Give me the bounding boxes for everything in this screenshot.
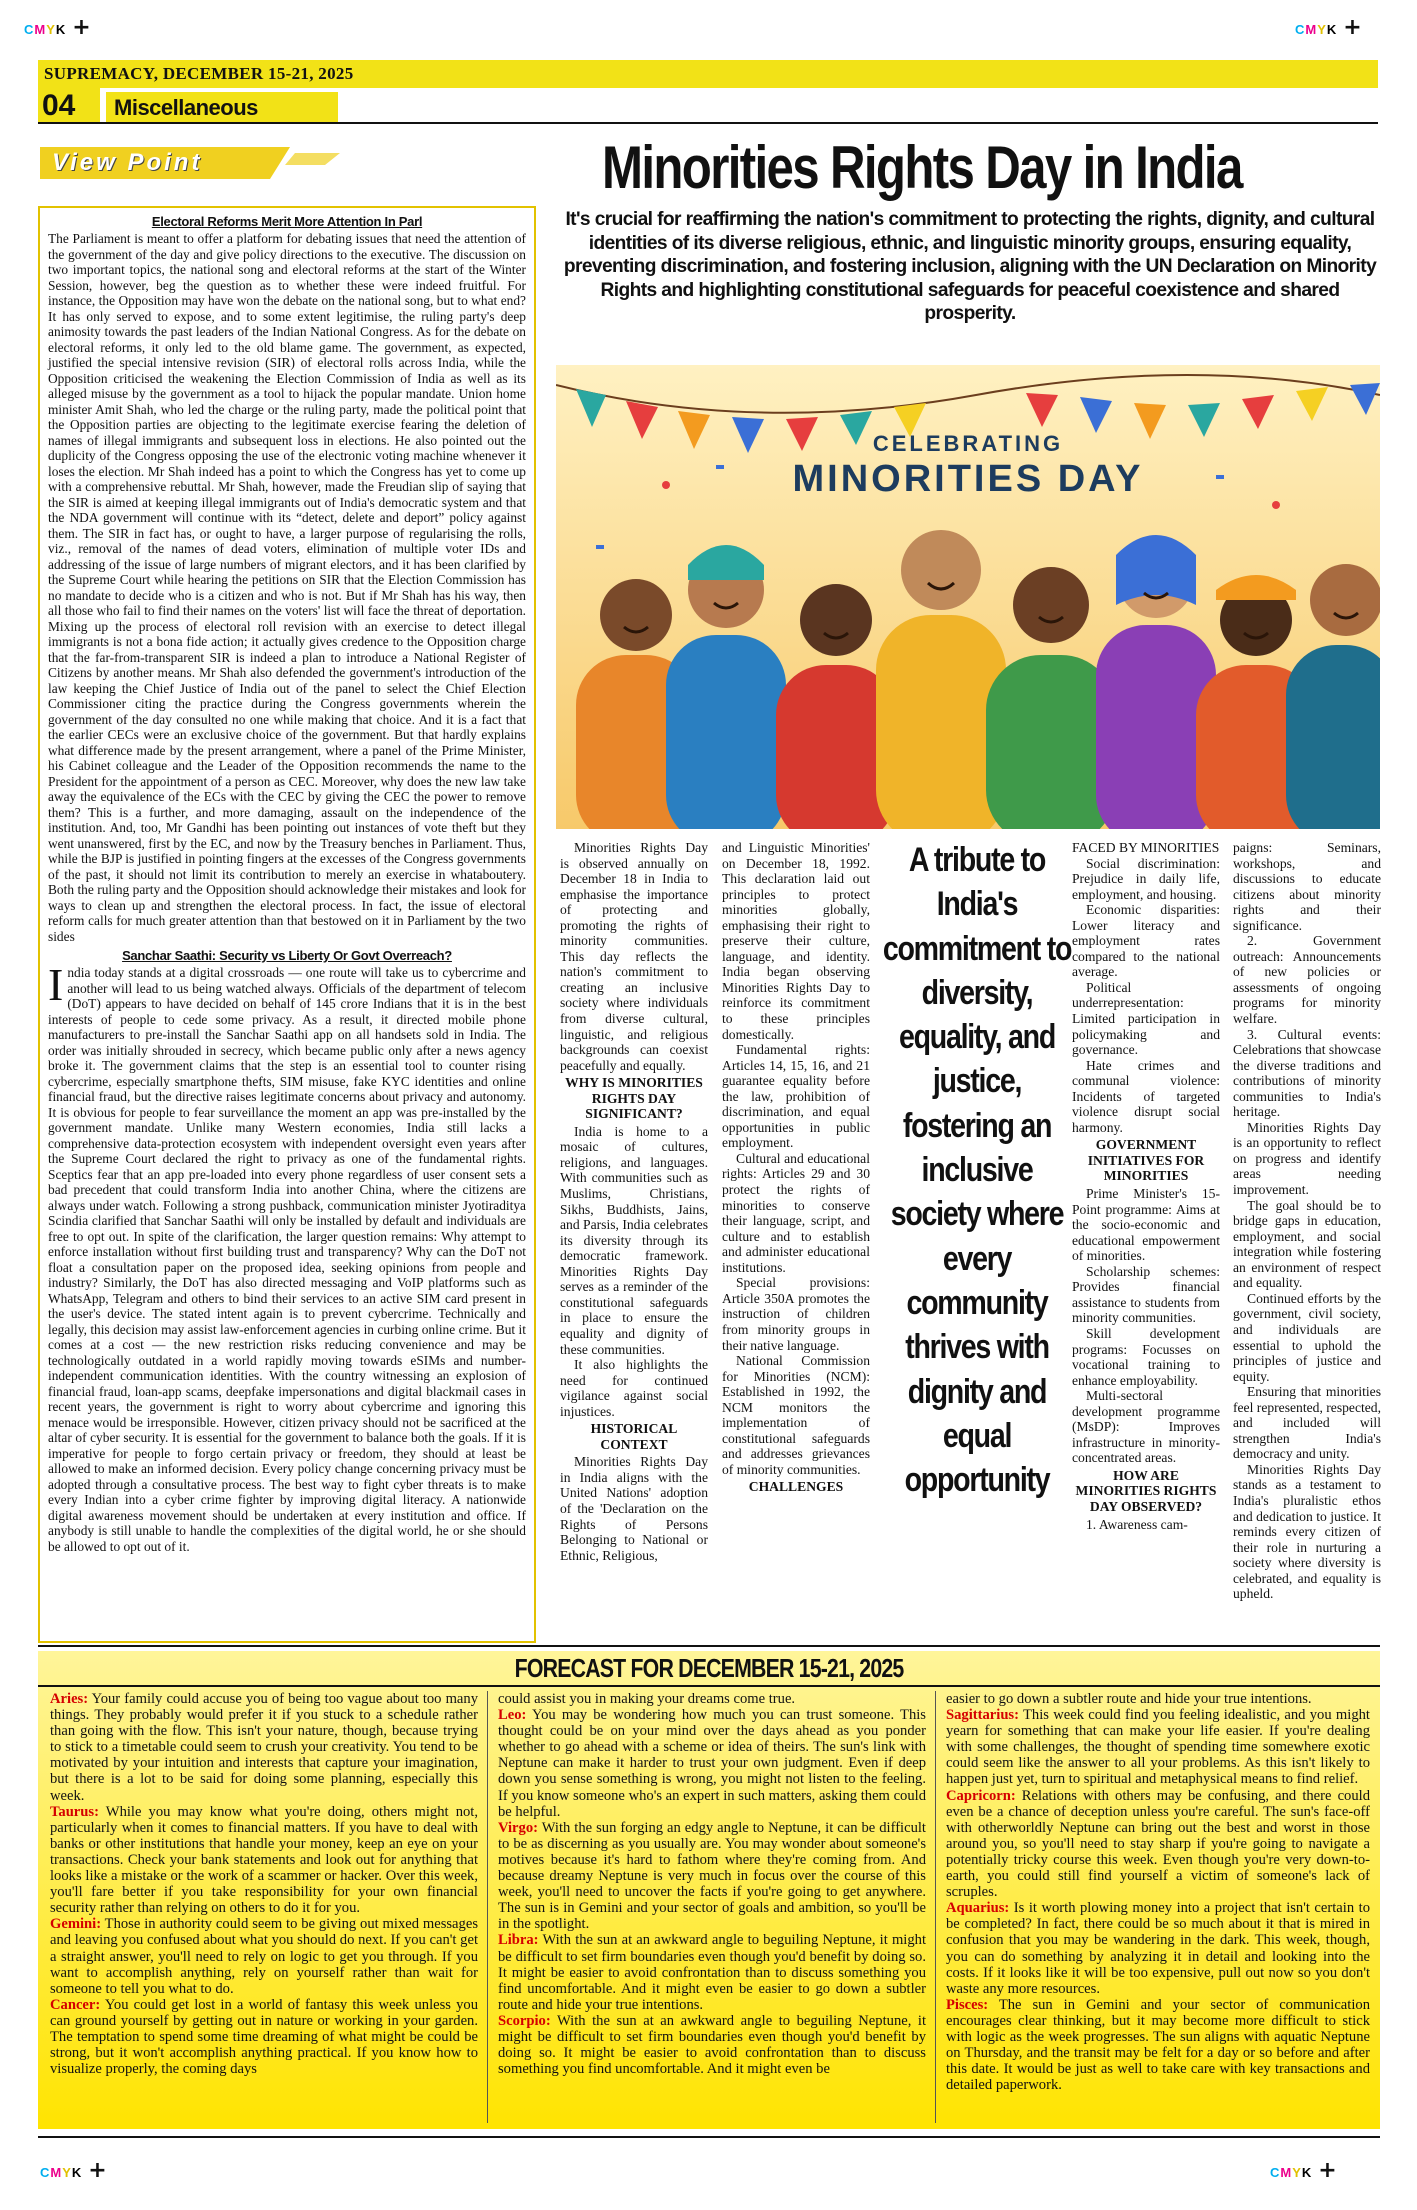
horoscope-text: Your family could accuse you of being too vague about too many things. They probably would prefer it if you stuck to a schedule rather than going with the flow. This isn't your nature, though, because trying to stick to a timetable could seem to crush your creativity. You tend to be motivated by your intuition and interests that capture your imagination, but there is a lot to be said for doing some planning, especially this week. bbox=[50, 1691, 478, 1804]
viewpoint-logo-text: View Point bbox=[52, 149, 203, 176]
horoscope-entry bbox=[498, 1932, 926, 2012]
zodiac-sign-label: Leo: bbox=[498, 1707, 527, 1724]
feature-paragraph: Minorities Rights Day is observed annually on December 18 in India to emphasise the importance of protecting and promoting the rights of minority communities. This day reflects the nation's commitment to creating an inclusive society where individuals from diverse cultural, linguistic, and religious backgrounds can coexist peacefully and equally. bbox=[560, 840, 708, 1073]
feature-deck: It's crucial for reaffirming the nation's commitment to protecting the rights, dignity, and cultural identities of its diverse religious, ethnic, and linguistic minority groups, ensuring equality, preventing discrimination, and fostering inclusion, aligning with the UN Declaration on Minority Rights and highlighting constitutional safeguards for peaceful coexistence and shared prosperity. bbox=[563, 209, 1377, 325]
horoscope-text: Is it worth plowing money into a project that isn't certain to be completed? In fact, there could be so much about it that is mired in confusion that you may be wandering in the dark. This week, though, you can do something by analyzing it in detail and looking into the costs. If it looks like it will be too expensive, pull out now so you don't waste any more resources. bbox=[946, 1900, 1370, 1997]
feature-paragraph: 1. Awareness cam- bbox=[1086, 1516, 1188, 1532]
date-band bbox=[38, 60, 1378, 88]
horoscope-entry bbox=[50, 1916, 478, 1996]
feature-paragraph: India is home to a mosaic of cultures, religions, and languages. With communities such as Muslims, Christians, Sikhs, Buddhists, Jains, and Parsis, India celebrates its diversity through its democratic framework. Minorities Rights Day serves as a reminder of the constitutional safeguards in place to ensure the equality and dignity of these communities. bbox=[560, 1123, 708, 1357]
section-bar bbox=[38, 88, 1378, 124]
feature-paragraph: Minorities Rights Day is an opportunity to reflect on progress and identify areas needing improvement. bbox=[1233, 1119, 1381, 1198]
horoscope-entry bbox=[946, 1997, 1370, 2094]
feature-column-4 bbox=[1233, 840, 1381, 1602]
feature-paragraph: Multi-sectoral development programme (MsDP): Improves infrastructure in minority-concentrated areas. bbox=[1072, 1388, 1220, 1466]
feature-deck-wrap bbox=[555, 208, 1385, 358]
horoscope-entry bbox=[498, 1691, 926, 1707]
feature-paragraph: Continued efforts by the government, civil society, and individuals are essential to uphold the principles of justice and equity. bbox=[1233, 1290, 1381, 1384]
zodiac-sign-label: Capricorn: bbox=[946, 1787, 1016, 1804]
section-name: Miscellaneous bbox=[114, 95, 258, 120]
feature-paragraph: 2. Government outreach: Announcements of new policies or assessments of ongoing programs for minority welfare. bbox=[1233, 933, 1381, 1027]
zodiac-sign-label: Aries: bbox=[50, 1691, 89, 1707]
cmyk-mark-top-left: CMYK + bbox=[24, 15, 92, 40]
feature-subhead: CHALLENGES bbox=[748, 1479, 844, 1495]
feature-paragraph: Hate crimes and communal violence: Incidents of targeted violence disrupt social harmony. bbox=[1072, 1057, 1220, 1135]
horoscope-entry bbox=[946, 1691, 1370, 1707]
feature-paragraph: and Linguistic Minorities' on December 18, 1992. This declaration laid out principles to protect minorities globally, emphasising their right to preserve their culture, language, and identity. India began observing Minorities Rights Day to reinforce its commitment to these principles domestically. bbox=[722, 840, 870, 1042]
pull-quote: A tribute to India's commitment to diversity, equality, and justice, fostering an inclusive society where every community thrives with dignity and equal opportunity bbox=[882, 841, 1072, 1500]
horoscope-text: The sun in Gemini and your sector of communication encourages clear thinking, but it may become more difficult to stick with logic as the week progresses. The sun aligns with aquatic Neptune on Thursday, and the transit may be felt for a day or so before and after this date. It would be just as well to take care with key transactions and detailed paperwork. bbox=[946, 1996, 1370, 2094]
horoscope-text: With the sun at an awkward angle to beguiling Neptune, it might be difficult to set firm boundaries even though you'd benefit by doing so. It might be easier to avoid confrontation than to discuss something you find uncomfortable. And it might even be bbox=[498, 2012, 926, 2078]
feature-subhead: WHY IS MINORITIES RIGHTS DAY SIGNIFICANT? bbox=[565, 1075, 703, 1122]
horoscope-entry bbox=[50, 1997, 478, 2077]
horoscope-text: This week could find you feeling idealistic, and you might yearn for something that can make your life easier. If you're dealing with some challenges, the thought of spending time somewhere exotic could seem like the answer to all your problems. As this isn't likely to happen just yet, turn to spiritual and metaphysical means to find relief. bbox=[946, 1707, 1370, 1788]
horoscope-entry bbox=[498, 2013, 926, 2077]
zodiac-sign-label: Libra: bbox=[498, 1932, 539, 1949]
image-caption bbox=[556, 431, 1380, 501]
horoscope-entry bbox=[498, 1820, 926, 1933]
zodiac-sign-label: Cancer: bbox=[50, 1996, 101, 2013]
viewpoint-article2-text: ndia today stands at a digital crossroads — one route will take us to cybercrime and another will lead to us being watched always. Officials of the department of telecom (DoT) appears to have decided on behalf of 145 crore Indians that it is in the best interests of people to cede some privacy. As a result, it directed mobile phone manufacturers to pre-install the Sanchar Saathi app on all handsets sold in India. The order was initially shrouded in secrecy, which became public only after a news agency broke it. The government claims that the step is an essential tool to counter rising cybercrime, especially smartphone thefts, SIM misuse, fake KYC identities and online financial fraud, but the directive raises legitimate concerns about privacy and autonomy. It is obvious for people to fear surveillance the moment an app was pre-installed by the government mandate. Unlike many Western economies, India still lacks a comprehensive data-protection ecosystem with independent oversight even years after the Supreme Court declared the right to privacy as one of the fundamental rights. Sceptics fear that an app pre-loaded into every phone regardless of user consent sets a bad precedent that could transform India into another China, where the citizens are always under watch. Following a strong pushback, communication minister Jyotiraditya Scindia clarified that Sanchar Saathi will only be installed by default and individuals are free to opt out. In spite of the clarification, the larger question remains: Why attempt to enforce installation without first building trust and transparency? Why can the DoT not float a consultation paper on the proposed idea, seeking opinions from people and industry? Similarly, the DoT has also directed messaging and VoIP platforms such as WhatsApp, Telegram and others to bind their services to an active SIM card present in the user's device. The stated intent again is to prevent cybercrime. Technically and legally, this decision may assist law-enforcement agencies in curbing online crime. But it comes at a cost — the new restriction risks reducing convenience and may be technologically outdated in a world rapidly moving towards eSIMs and number-independent communication identities. With the country witnessing an explosion of financial fraud, loan-app scams, deepfake impersonations and digital blackmail cases in recent years, the government is right to worry about cybercrime and ignoring this menace would be irresponsible. However, citizen privacy should not be sacrificed at the altar of cyber security. It is essential for the government to balance both the goals. If it is imperative for people to forgo certain privacy or freedom, they should at least be allowed to make an informed decision. Every policy change concerning privacy must be adopted through a consultative process. The best way to fight cyber threats is to make every Indian into a cyber crime fighter by improving digital literacy. A nationwide digital awareness movement should be undertaken at every institution and office. If anybody is still unable to handle the complexities of the digital world, he or she should be allowed to opt out of it. bbox=[48, 965, 526, 1554]
feature-paragraph: Political underrepresentation: Limited participation in policymaking and governance. bbox=[1072, 979, 1220, 1058]
feature-paragraph: Cultural and educational rights: Articles 29 and 30 protect the rights of minorities to conserve their language, script, and culture and to establish and administer educational institutions. bbox=[722, 1150, 870, 1275]
viewpoint-article2-title: Sanchar Saathi: Security vs Liberty Or Govt Overreach? bbox=[122, 948, 452, 963]
feature-paragraph: National Commission for Minorities (NCM): Established in 1992, the NCM monitors the implementation of constitutional safeguards and addresses grievances of minority communities. bbox=[722, 1353, 870, 1477]
date-line: SUPREMACY, DECEMBER 15-21, 2025 bbox=[44, 64, 354, 83]
horoscope-text: could assist you in making your dreams come true. bbox=[498, 1691, 796, 1707]
feature-paragraph: Ensuring that minorities feel represented, respected, and included will strengthen India's democracy and unity. bbox=[1233, 1384, 1381, 1462]
viewpoint-article2-body bbox=[48, 959, 526, 1554]
forecast-box bbox=[38, 1651, 1380, 2129]
feature-paragraph: Minorities Rights Day stands as a testament to India's pluralistic ethos and dedication to justice. It reminds every citizen of their role in nurturing a society where diversity is celebrated, and equality is upheld. bbox=[1233, 1461, 1381, 1602]
feature-subhead: HOW ARE MINORITIES RIGHTS DAY OBSERVED? bbox=[1075, 1467, 1217, 1514]
feature-paragraph: Skill development programs: Focusses on vocational training to enhance employability. bbox=[1072, 1325, 1220, 1388]
page-number: 04 bbox=[42, 89, 76, 122]
horoscope-text: With the sun at an awkward angle to beguiling Neptune, it might be difficult to set firm boundaries even though you'd benefit by doing so. It might be easier to avoid confrontation than to discuss something you find uncomfortable. And it might even be easier to go down a subtler route and hide your true intentions. bbox=[498, 1932, 926, 2013]
drop-cap: I bbox=[48, 959, 64, 1010]
feature-paragraph: Social discrimination: Prejudice in daily life, employment, and housing. bbox=[1072, 855, 1220, 902]
feature-paragraph: Prime Minister's 15-Point programme: Aims at the socio-economic and educational empowerment of minorities. bbox=[1072, 1186, 1220, 1264]
feature-column-2 bbox=[722, 840, 870, 1497]
zodiac-sign-label: Sagittarius: bbox=[946, 1707, 1019, 1724]
forecast-title: FORECAST FOR DECEMBER 15-21, 2025 bbox=[514, 1653, 904, 1683]
viewpoint-article1-title: Electoral Reforms Merit More Attention In Parl bbox=[151, 214, 423, 229]
section-box bbox=[106, 92, 338, 122]
horoscope-entry bbox=[946, 1788, 1370, 1901]
feature-image bbox=[556, 365, 1380, 829]
forecast-divider-2 bbox=[935, 1691, 936, 2123]
feature-paragraph: paigns: Seminars, workshops, and discussions to educate citizens about minority rights and their significance. bbox=[1233, 840, 1381, 933]
feature-paragraph: FACED BY MINORITIES bbox=[1072, 840, 1220, 855]
horoscope-entry bbox=[946, 1900, 1370, 1997]
horoscope-text: easier to go down a subtler route and hide your true intentions. bbox=[946, 1691, 1312, 1707]
zodiac-sign-label: Pisces: bbox=[946, 1996, 989, 2013]
feature-subhead: HISTORICAL CONTEXT bbox=[590, 1421, 678, 1452]
zodiac-sign-label: Scorpio: bbox=[498, 2012, 551, 2029]
horoscope-entry bbox=[946, 1707, 1370, 1787]
feature-paragraph: Minorities Rights Day in India aligns with the United Nations' adoption of the 'Declaration on the Rights of Persons Belonging to National or Ethnic, Religious, bbox=[560, 1454, 708, 1563]
zodiac-sign-label: Taurus: bbox=[50, 1803, 99, 1820]
forecast-divider-1 bbox=[487, 1691, 488, 2123]
feature-column-1 bbox=[560, 840, 708, 1563]
horoscope-entry bbox=[498, 1707, 926, 1820]
horoscope-entry bbox=[50, 1691, 478, 1804]
cmyk-mark-top-right: CMYK + bbox=[1295, 15, 1363, 40]
feature-paragraph: Scholarship schemes: Provides financial assistance to students from minority communities. bbox=[1072, 1263, 1220, 1326]
feature-paragraph: Special provisions: Article 350A promotes the instruction of children from minority groups in their native language. bbox=[722, 1275, 870, 1353]
feature-paragraph: The goal should be to bridge gaps in education, employment, and social integration while fostering an environment of respect and equality. bbox=[1233, 1197, 1381, 1291]
cmyk-mark-bottom-right: CMYK + bbox=[1270, 2158, 1338, 2183]
horoscope-text: While you may know what you're doing, others might not, particularly when it comes to financial matters. If you have to deal with banks or other institutions that handle your money, keep an eye on your transactions. Check your bank statements and look out for anything that looks like a mistake or the work of a scammer or hacker. Over this week, you'll fare better if you take responsibility for your own financial security rather than relying on others to do it for you. bbox=[50, 1803, 478, 1917]
feature-paragraph: Fundamental rights: Articles 14, 15, 16, and 21 guarantee equality before the law, prohibition of discrimination, and equal opportunities in public employment. bbox=[722, 1042, 870, 1151]
horoscope-text: You could get lost in a world of fantasy this week unless you can ground yourself by getting out in nature or working in your garden. The temptation to spend some time dreaming of what might be could be strong, but it won't accomplish anything practical. If you know how to visualize properly, the coming days bbox=[50, 1996, 478, 2078]
feature-paragraph: Economic disparities: Lower literacy and employment rates compared to the national average. bbox=[1072, 902, 1220, 980]
image-caption-line2: MINORITIES DAY bbox=[792, 458, 1144, 500]
feature-subhead: GOVERNMENT INITIATIVES FOR MINORITIES bbox=[1087, 1137, 1205, 1184]
cmyk-mark-bottom-left: CMYK + bbox=[40, 2158, 108, 2183]
forecast-column-3 bbox=[946, 1691, 1370, 2093]
feature-paragraph: 3. Cultural events: Celebrations that showcase the diverse traditions and contributions of minority communities to India's heritage. bbox=[1233, 1026, 1381, 1120]
divider bbox=[38, 1645, 1380, 1647]
horoscope-entry bbox=[50, 1804, 478, 1917]
horoscope-text: With the sun forging an edgy angle to Neptune, it can be difficult to be as discerning as you usually are. You may wonder about someone's motives because it's hard to fathom where they're coming from. And because dreamy Neptune is very much in focus over the course of this week, you'll need to uncover the facts if you're going to get anywhere. The sun is in Gemini and your sector of goals and ambition, so you'll be in the spotlight. bbox=[498, 1819, 926, 1933]
viewpoint-article1-body: The Parliament is meant to offer a platform for debating issues that need the attention of the government of the day and give policy directions to the executive. The discussion on two important topics, the national song and electoral reforms at the start of the Winter Session, however, beg the question as to whether these were indeed fruitful. For instance, the Opposition may have won the debate on the national song, but to what end? It has only served to expose, and to some extent legitimise, the ruling party's deep animosity towards the past leaders of the Indian National Congress. As for the debate on electoral reforms, it only led to the old blame game. The government, as expected, justified the special intensive revision (SIR) of electoral rolls across India, while the Opposition criticised the weakening the Election Commission of India as well as its alleged misuse by the government as a tool to hijack the popular mandate. Union home minister Amit Shah, who led the charge or the ruling party, made the political point that the Opposition parties are objecting to the legitimate exercise fearing the deletion of names of illegal immigrants and subsequent loss in elections. He also pointed out the duplicity of the Congress opposing the use of the electronic voting machine whenever it loses the election. Mr Shah indeed has a point to which the Congress has yet to come up with a comprehensive rebuttal. Mr Shah, however, made the Freudian slip of saying that the SIR is aimed at keeping illegal immigrants out of India's democratic system and that the NDA government will continue with its “detect, delete and deport” policy against them. The SIR in fact has, or ought to have, a larger purpose of regularising the rolls, viz., removal of the names of dead voters, elimination of multiple voter IDs and addressing of the issue of large numbers of migrant electors, and it has been clarified by the Supreme Court while hearing the petitions on SIR that the Election Commission has no mandate to decide who is a citizen and who is not. But if Mr Shah has his way, then all those who fail to find their names on the voters' list will face the threat of deportation. Mixing up the process of electoral roll revision with an exercise to detect illegal immigrants is not a bona fide action; it actually gives credence to the Opposition charge that the far-from-transparent SIR is indeed a plan to introduce a National Register of Citizens by another means. Mr Shah also defended the government's introduction of the law keeping the Chief Justice of India out of the panel to select the Chief Election Commissioner citing the practice during the Congress governments wherein the government of the day consulted no one while making that choice. And it is a fact that the earlier CECs were an exclusive choice of the government. But that hardly explains what difference made by the present arrangement, where a panel of the Prime Minister, his Cabinet colleague and the Leader of the Opposition recommends the name to the President for the appointment of a person as CEC. Moreover, why does the new law take away the equivalence of the ECs with the CEC by giving the CEC the power to remove them? This is a further, and more damaging, assault on the independence of the institution. And, too, Mr Gandhi has been pointing out instances of vote theft but they went unanswered, first by the EC, and now by the Treasury benches in Parliament. Thus, while the BJP is justified in pointing fingers at the excesses of the Congress governments of the past, it should not limit its contribution to merely an exercise in whataboutery. Both the ruling party and the Opposition should acknowledge their mistakes and look for ways to clean up and strengthen the electoral process. In fact, the issue of electoral reform calls for much greater attention than that bestowed on it in Parliament by the two sides bbox=[48, 231, 526, 944]
image-caption-line1: CELEBRATING bbox=[872, 431, 1064, 456]
horoscope-text: Those in authority could seem to be giving out mixed messages and leaving you confused about what you should do next. If you can't get a straight answer, you'll need to rely on logic to get you through. If you want to accomplish anything, rely on yourself rather than wait for someone to tell you what to do. bbox=[50, 1916, 478, 1997]
feature-headline-wrap bbox=[560, 135, 1380, 205]
feature-paragraph: It also highlights the need for continued vigilance against social injustices. bbox=[560, 1357, 708, 1419]
forecast-column-2 bbox=[498, 1691, 926, 2077]
viewpoint-logo bbox=[40, 143, 340, 183]
horoscope-text: Relations with others may be confusing, and there could even be a chance of deception unless you're careful. The sun's face-off with otherworldly Neptune can bring out the best and worst in those around you, so you'll need to stay sharp if you're going to navigate a potentially tricky course this week. Even though you're very down-to-earth, you could still find yourself a victim of someone's lack of scruples. bbox=[946, 1787, 1370, 1901]
zodiac-sign-label: Aquarius: bbox=[946, 1900, 1010, 1917]
horoscope-text: You may be wondering how much you can trust someone. This thought could be on your mind over the days ahead as you ponder whether to go ahead with a scheme or idea of theirs. The sun's link with Neptune can make it harder to trust your own judgment. Even if deep down you sense something is wrong, you might not listen to the feeling. If you know someone who's an expert in such matters, asking them could be helpful. bbox=[498, 1707, 926, 1820]
zodiac-sign-label: Gemini: bbox=[50, 1916, 102, 1933]
pull-quote-wrap bbox=[880, 838, 1074, 1638]
zodiac-sign-label: Virgo: bbox=[498, 1819, 538, 1836]
viewpoint-box bbox=[38, 206, 536, 1643]
forecast-rule bbox=[38, 1685, 1380, 1687]
forecast-header bbox=[38, 1651, 1380, 1685]
bottom-rule bbox=[38, 2136, 1380, 2138]
feature-headline: Minorities Rights Day in India bbox=[602, 135, 1242, 201]
feature-column-3 bbox=[1072, 840, 1220, 1532]
forecast-column-1 bbox=[50, 1691, 478, 2077]
page-number-box bbox=[38, 88, 100, 122]
